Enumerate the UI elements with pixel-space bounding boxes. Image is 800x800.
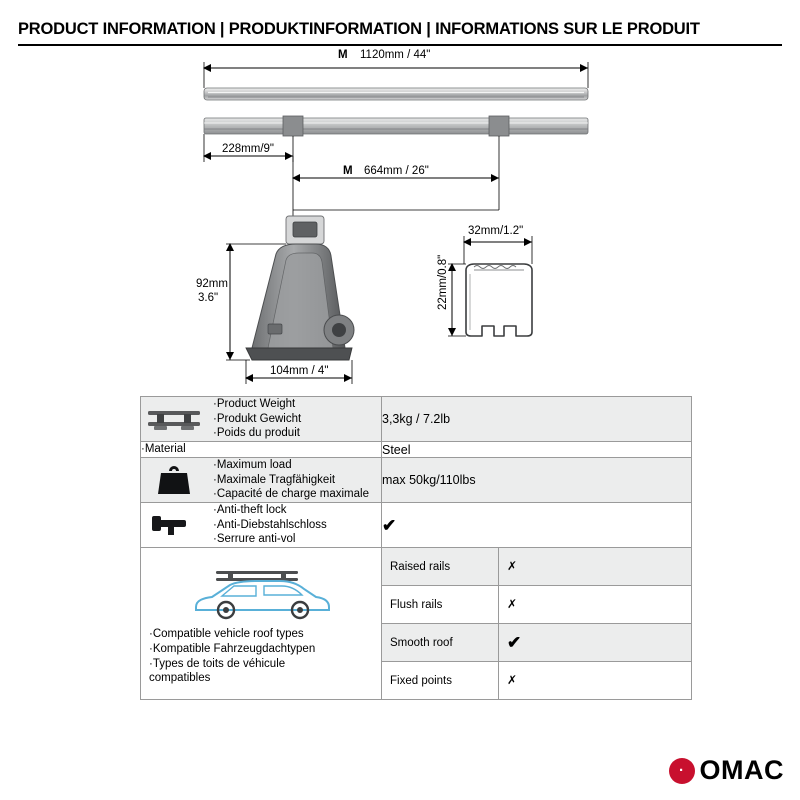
roof-bars-icon <box>141 402 207 436</box>
svg-text:3.6": 3.6" <box>198 292 219 304</box>
svg-text:228mm/9": 228mm/9" <box>222 143 275 155</box>
svg-text:M: M <box>343 165 353 177</box>
roof-option-mark <box>499 586 692 624</box>
roof-option-label: Flush rails <box>382 586 499 624</box>
specification-table <box>140 396 692 700</box>
svg-text:1120mm / 44": 1120mm / 44" <box>360 49 431 61</box>
overall-length-dimension <box>204 49 588 88</box>
svg-text:22mm/0.8": 22mm/0.8" <box>437 254 449 310</box>
spec-value-lock <box>382 503 692 548</box>
bar-cross-section-view <box>437 225 532 336</box>
cross-icon: ✗ <box>507 673 518 688</box>
spec-label-text: ·Anti-theft lock ·Anti-Diebstahlschloss ·Serrure anti-vol <box>213 504 327 546</box>
table-row <box>141 397 692 442</box>
table-row <box>141 442 692 458</box>
table-row <box>141 457 692 502</box>
logo-text: OMAC <box>699 755 784 785</box>
svg-text:104mm / 4": 104mm / 4" <box>270 365 329 377</box>
spec-label-text: ·Maximum load ·Maximale Tragfähigkeit ·Capacité de charge maximale <box>213 458 369 501</box>
table-row-roof-types <box>141 548 692 700</box>
spec-label-cell <box>141 397 382 442</box>
technical-drawing <box>0 48 800 390</box>
spec-value-material: Steel <box>382 442 692 458</box>
cross-icon: ✗ <box>507 559 518 574</box>
roof-types-label-text: ·Compatible vehicle roof types ·Kompatible Fahrzeugdachtypen ·Types de toits de véhicule compatibles <box>149 628 316 685</box>
svg-text:32mm/1.2": 32mm/1.2" <box>468 225 524 237</box>
cross-icon: ✗ <box>507 597 518 612</box>
roof-option-label: Fixed points <box>382 662 499 700</box>
roof-option-row <box>382 586 691 624</box>
bar-spread-dimension <box>293 136 499 216</box>
header-divider <box>18 44 782 46</box>
roof-types-table <box>382 548 691 699</box>
spec-value-max-load: max 50kg/110lbs <box>382 457 692 502</box>
spec-label-cell <box>141 503 382 548</box>
spec-label-cell <box>141 457 382 502</box>
spec-label-text: ·Product Weight ·Produkt Gewicht ·Poids du produit <box>213 398 302 440</box>
roof-option-mark <box>499 548 692 586</box>
spec-value-weight: 3,3kg / 7.2lb <box>382 397 692 442</box>
page-title: PRODUCT INFORMATION | PRODUKTINFORMATION | INFORMATIONS SUR LE PRODUIT <box>18 19 700 38</box>
roof-option-mark <box>499 624 692 662</box>
check-icon: ✔ <box>382 515 397 535</box>
roof-option-row <box>382 548 691 586</box>
roof-option-label: Smooth roof <box>382 624 499 662</box>
foot-detail-view <box>196 216 354 384</box>
roof-option-row <box>382 624 691 662</box>
lock-icon <box>141 510 207 540</box>
roof-types-label-cell <box>141 548 382 700</box>
spec-label-cell <box>141 442 382 458</box>
table-row <box>141 503 692 548</box>
weight-icon <box>141 463 207 497</box>
roof-types-options-cell <box>382 548 692 700</box>
spec-label-text: ·Material <box>141 443 186 456</box>
svg-text:M: M <box>338 49 348 61</box>
roof-option-mark <box>499 662 692 700</box>
car-with-roof-rack-icon <box>141 555 381 623</box>
brand-logo <box>669 755 785 786</box>
header <box>18 14 782 44</box>
svg-text:92mm: 92mm <box>196 278 228 290</box>
crossbar-with-feet-view <box>204 116 588 136</box>
roof-option-row <box>382 662 691 700</box>
roof-option-label: Raised rails <box>382 548 499 586</box>
crossbar-front-view <box>204 88 588 100</box>
logo-mark-icon: · <box>669 758 695 784</box>
check-icon: ✔ <box>507 633 522 653</box>
svg-text:664mm / 26": 664mm / 26" <box>364 165 429 177</box>
offset-dimension <box>204 134 293 162</box>
